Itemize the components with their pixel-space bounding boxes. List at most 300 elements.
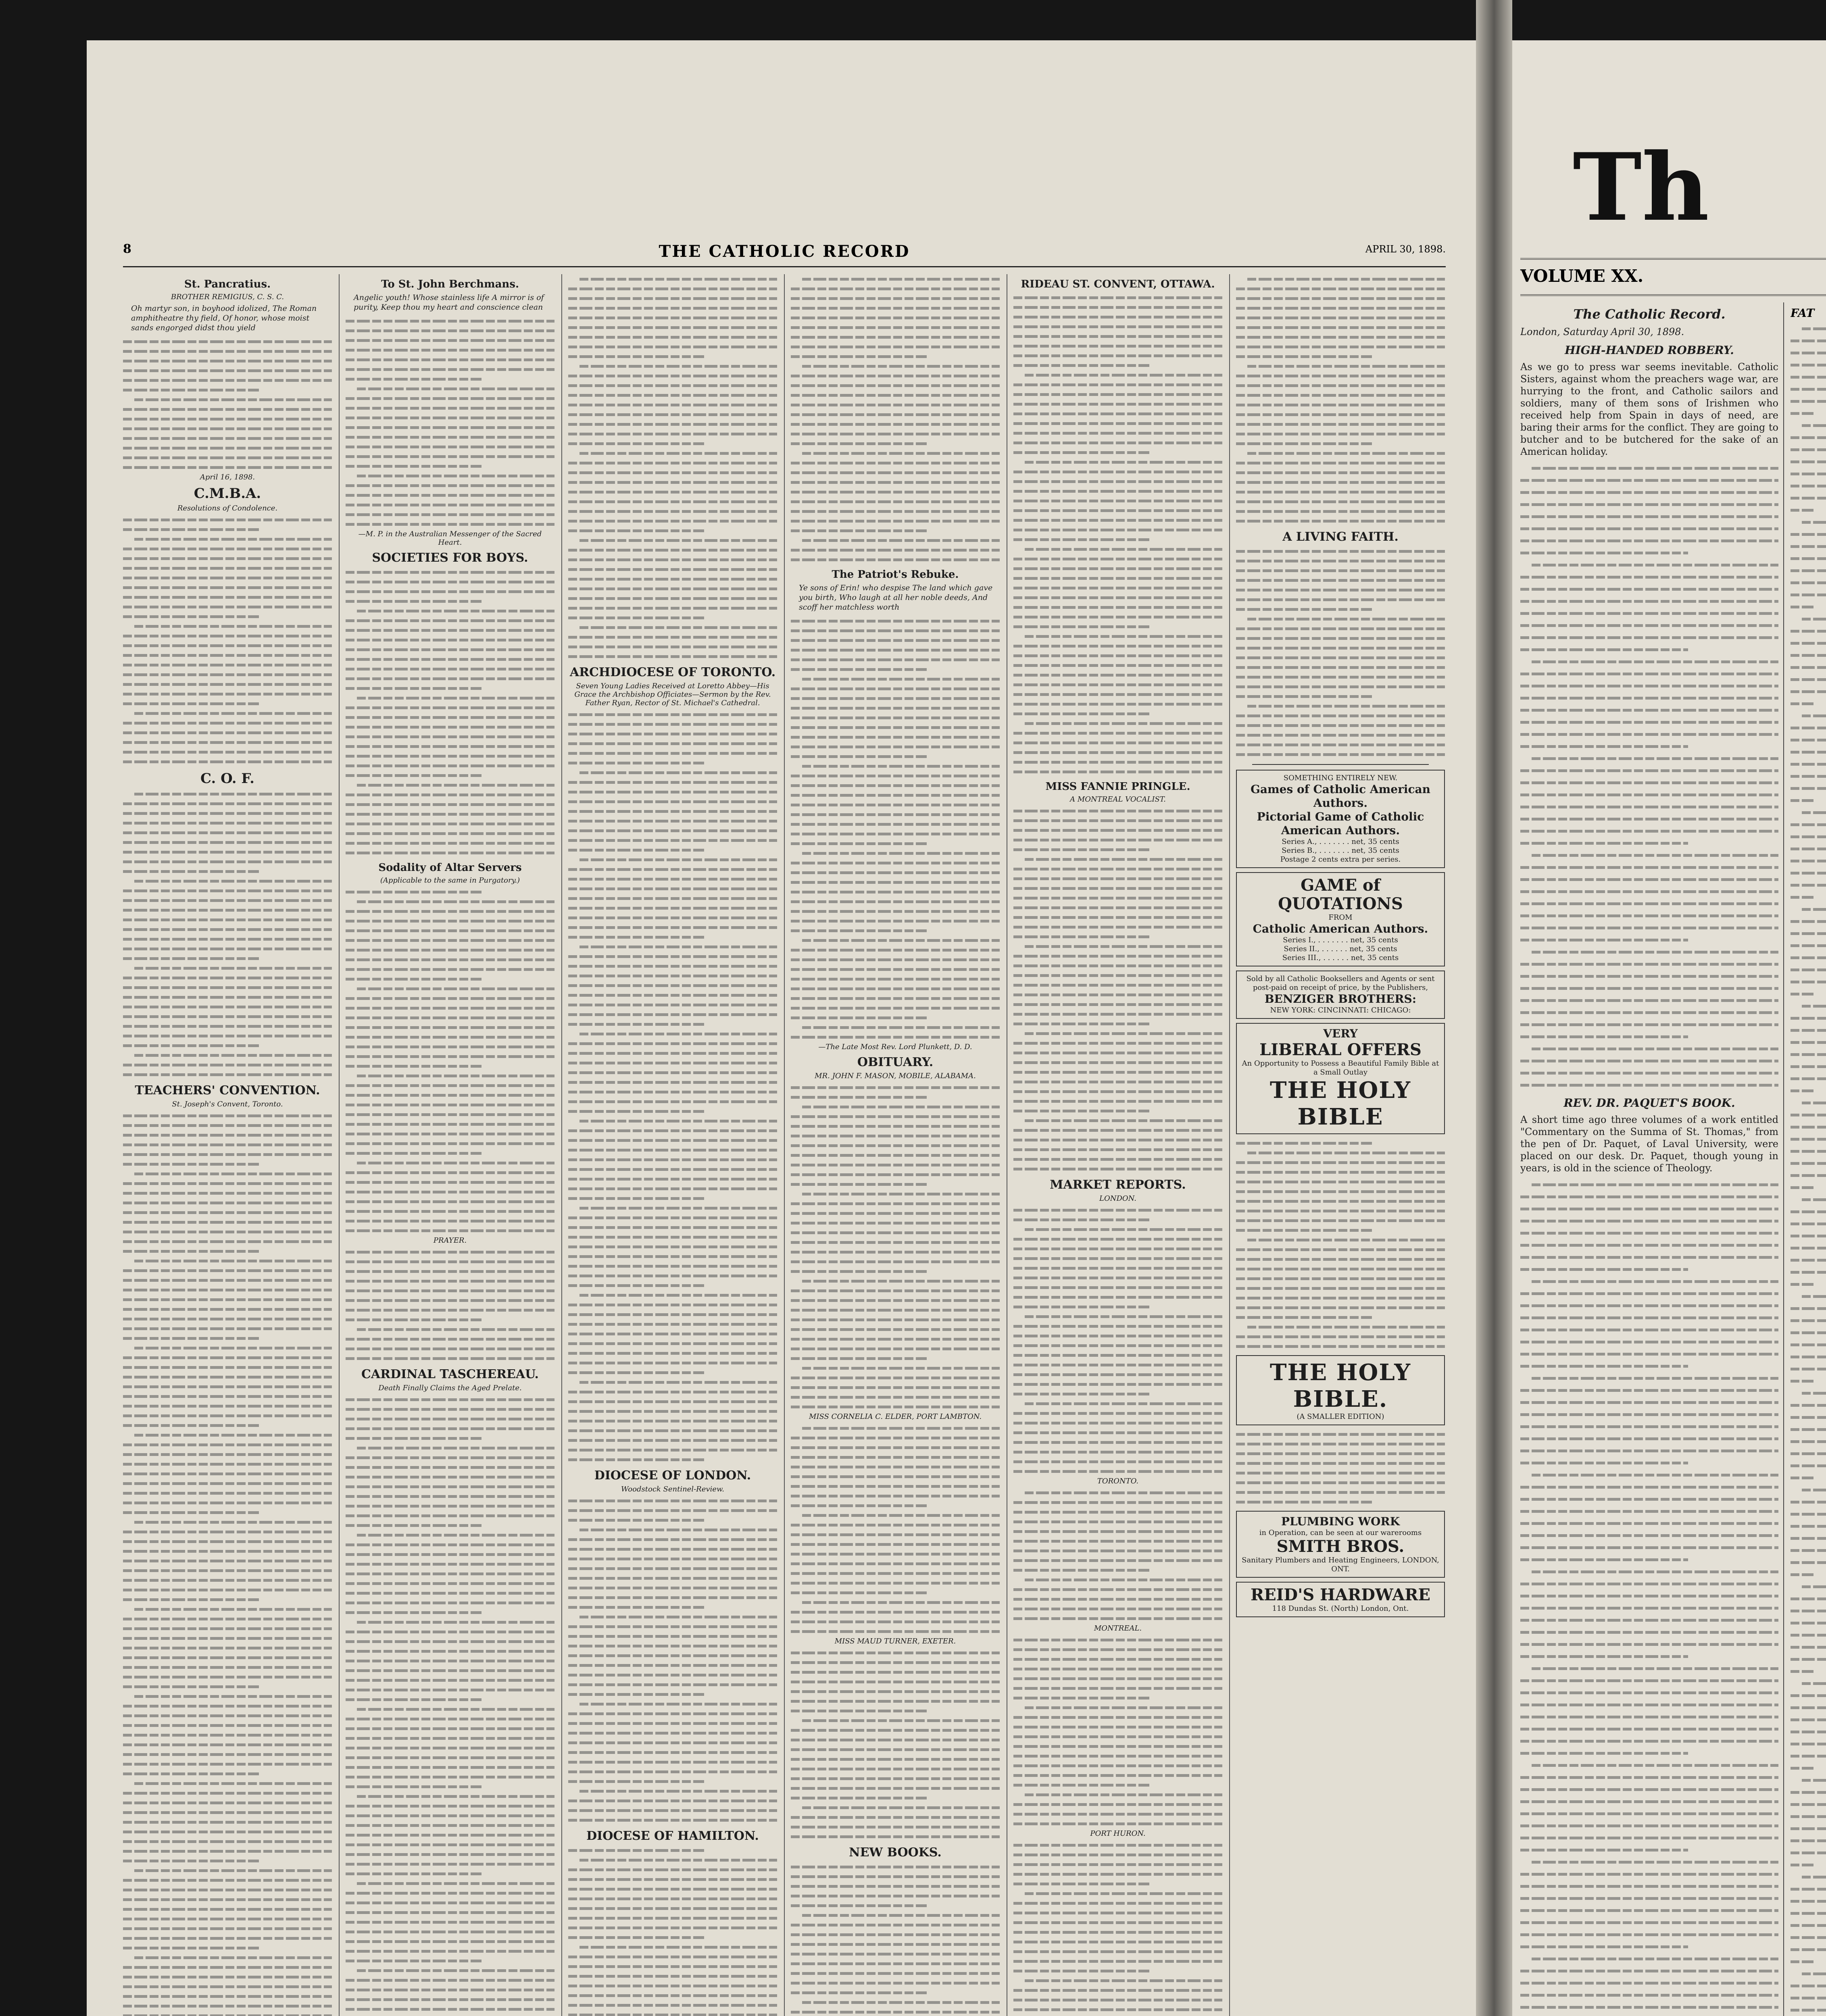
ad-text: SMITH BROS. xyxy=(1276,1537,1405,1556)
text-line xyxy=(123,1295,332,1304)
text-line xyxy=(568,1387,777,1397)
column-1 xyxy=(123,274,332,2016)
text-line xyxy=(1791,1920,1826,1933)
article-heading: CARDINAL TASCHEREAU. xyxy=(361,1367,539,1381)
text-line xyxy=(346,1453,554,1462)
text-line xyxy=(1791,1352,1826,1364)
text-line xyxy=(1791,1122,1826,1134)
text-line xyxy=(1791,941,1826,953)
text-line xyxy=(346,1598,554,1608)
text-line xyxy=(1013,1145,1222,1154)
text-line xyxy=(1236,1254,1445,1264)
text-line xyxy=(123,1266,332,1275)
text-line xyxy=(791,694,1000,703)
masthead-rule-top xyxy=(1520,258,1826,260)
text-line xyxy=(346,1266,554,1276)
ad-text: GAME of QUOTATIONS xyxy=(1278,876,1403,913)
text-line xyxy=(1013,719,1222,728)
text-line xyxy=(791,1745,1000,1754)
text-line xyxy=(1013,971,1222,980)
text-line xyxy=(1520,1543,1778,1555)
text-line xyxy=(791,1295,1000,1305)
text-line xyxy=(123,747,332,757)
text-line xyxy=(1791,1243,1826,1255)
text-line xyxy=(1236,1138,1445,1148)
text-line xyxy=(791,819,1000,829)
text-line xyxy=(346,1061,554,1071)
text-line xyxy=(346,926,554,935)
text-line xyxy=(123,1488,332,1498)
text-line xyxy=(791,1170,1000,1179)
text-line xyxy=(123,789,332,799)
text-line xyxy=(1236,284,1445,294)
text-line xyxy=(123,356,332,366)
text-line xyxy=(123,1372,332,1382)
text-line xyxy=(1791,1666,1826,1679)
text-line xyxy=(1013,486,1222,496)
text-line xyxy=(791,487,1000,497)
text-line xyxy=(1013,1225,1222,1234)
text-line xyxy=(1520,887,1778,899)
text-line xyxy=(123,708,332,718)
text-line xyxy=(1520,1567,1778,1579)
text-line xyxy=(1520,1748,1778,1760)
text-line xyxy=(1013,1790,1222,1799)
text-line xyxy=(568,952,777,961)
text-line xyxy=(1791,433,1826,445)
text-line xyxy=(1013,1712,1222,1722)
text-line xyxy=(346,1247,554,1257)
text-line xyxy=(346,800,554,809)
text-line xyxy=(1520,512,1778,524)
text-line xyxy=(791,497,1000,506)
text-line xyxy=(1520,681,1778,693)
text-line xyxy=(791,1559,1000,1568)
text-line xyxy=(346,519,554,529)
text-line xyxy=(791,1150,1000,1160)
text-line xyxy=(1520,790,1778,802)
text-line xyxy=(1013,1321,1222,1331)
text-line xyxy=(791,448,1000,458)
text-line xyxy=(791,858,1000,868)
text-line xyxy=(568,1865,777,1874)
text-line xyxy=(1520,1204,1778,1216)
text-line xyxy=(1013,922,1222,932)
text-line xyxy=(346,887,554,897)
text-line xyxy=(791,274,1000,284)
ad-text: THE HOLY BIBLE. xyxy=(1269,1359,1411,1412)
text-line xyxy=(1791,1364,1826,1376)
text-line xyxy=(791,1822,1000,1832)
text-line xyxy=(791,848,1000,858)
text-line xyxy=(1791,1872,1826,1884)
text-line xyxy=(1013,525,1222,535)
text-line xyxy=(1520,1068,1778,1080)
text-line xyxy=(1791,1195,1826,1207)
text-line xyxy=(1013,1019,1222,1029)
text-line xyxy=(568,400,777,410)
column-rule xyxy=(1229,274,1230,2016)
text-line xyxy=(1013,1488,1222,1497)
article-subheading: Resolutions of Condolence. xyxy=(177,504,278,512)
text-line xyxy=(1236,477,1445,487)
text-line xyxy=(1520,1772,1778,1785)
text-line xyxy=(123,1740,332,1749)
text-line xyxy=(568,1077,777,1087)
text-line xyxy=(791,1131,1000,1141)
text-line xyxy=(791,1549,1000,1559)
text-line xyxy=(1791,1473,1826,1485)
text-line xyxy=(1791,1521,1826,1533)
text-line xyxy=(1236,1449,1445,1458)
text-line xyxy=(568,1670,777,1680)
text-line xyxy=(568,1058,777,1068)
text-line xyxy=(1013,1898,1222,1908)
text-line xyxy=(568,1699,777,1709)
text-line xyxy=(568,1981,777,1991)
text-line xyxy=(791,1597,1000,1607)
text-line xyxy=(1013,1350,1222,1360)
text-line xyxy=(568,1747,777,1757)
text-line xyxy=(346,1187,554,1197)
text-line xyxy=(568,1631,777,1641)
text-line xyxy=(346,1704,554,1714)
text-line xyxy=(1791,2005,1826,2016)
text-line xyxy=(1236,750,1445,759)
text-line xyxy=(1791,699,1826,711)
text-line xyxy=(123,1895,332,1904)
text-line xyxy=(1791,1158,1826,1170)
text-line xyxy=(123,818,332,828)
text-line xyxy=(1520,875,1778,887)
text-line xyxy=(1013,1154,1222,1164)
text-line xyxy=(1791,1425,1826,1437)
text-line xyxy=(123,954,332,963)
text-line xyxy=(1520,1228,1778,1240)
text-line xyxy=(1791,1908,1826,1920)
text-line xyxy=(1013,932,1222,941)
text-line xyxy=(568,613,777,623)
text-line xyxy=(1791,421,1826,433)
text-line xyxy=(1013,1437,1222,1447)
text-line xyxy=(1013,709,1222,719)
text-line xyxy=(568,1242,777,1252)
masthead-title: THE CATHOLIC RECORD xyxy=(659,242,910,261)
poem-verse: Angelic youth! Whose stainless life A mirror is of purity, Keep thou my heart and conscience clean xyxy=(354,293,544,312)
text-line xyxy=(568,1174,777,1184)
text-line xyxy=(346,577,554,587)
text-line xyxy=(1236,1274,1445,1283)
text-line xyxy=(346,1148,554,1158)
text-line xyxy=(1236,730,1445,740)
text-line xyxy=(123,1140,332,1150)
text-line xyxy=(346,625,554,635)
text-line xyxy=(1236,672,1445,682)
text-line xyxy=(1013,1283,1222,1292)
text-line xyxy=(568,1193,777,1203)
text-line xyxy=(1791,771,1826,783)
text-line xyxy=(791,1383,1000,1392)
text-line xyxy=(791,1891,1000,1901)
text-line xyxy=(1520,778,1778,790)
text-line xyxy=(123,534,332,544)
text-line xyxy=(791,1920,1000,1930)
text-line xyxy=(568,1290,777,1300)
text-line xyxy=(791,1832,1000,1841)
text-line xyxy=(1013,1000,1222,1009)
article-subheading: —The Late Most Rev. Lord Plunkett, D. D. xyxy=(818,1043,972,1051)
text-line xyxy=(1791,384,1826,396)
text-line xyxy=(346,1714,554,1724)
text-line xyxy=(123,847,332,857)
text-line xyxy=(123,1653,332,1662)
text-line xyxy=(123,660,332,670)
ad-text: Series B., . . . . . . . net, 35 cents xyxy=(1282,846,1399,855)
advertisement xyxy=(1236,1511,1445,1578)
text-line xyxy=(791,771,1000,781)
text-line xyxy=(568,410,777,419)
text-line xyxy=(791,964,1000,974)
text-line xyxy=(1520,1385,1778,1397)
text-line xyxy=(568,2000,777,2010)
text-line xyxy=(1791,1485,1826,1497)
column-4 xyxy=(791,274,1000,2016)
text-line xyxy=(1013,535,1222,544)
text-line xyxy=(123,1382,332,1391)
column-2 xyxy=(346,274,554,2016)
text-line xyxy=(791,1812,1000,1822)
text-line xyxy=(1236,342,1445,352)
ad-text: Sold by all Catholic Booksellers and Agents or sent post-paid on receipt of price, by the Publishers, xyxy=(1246,975,1435,992)
text-line xyxy=(791,1872,1000,1881)
text-line xyxy=(346,326,554,335)
text-line xyxy=(346,1530,554,1540)
text-line xyxy=(346,654,554,664)
text-line xyxy=(1520,1020,1778,1032)
text-line xyxy=(123,1856,332,1866)
text-line xyxy=(1520,1313,1778,1325)
text-line xyxy=(791,800,1000,810)
text-line xyxy=(1013,1389,1222,1399)
ad-text: Series A., . . . . . . . net, 35 cents xyxy=(1282,837,1399,846)
text-line xyxy=(1013,757,1222,767)
text-line xyxy=(791,1121,1000,1131)
text-line xyxy=(346,1801,554,1811)
ad-text: Catholic American Authors. xyxy=(1253,922,1428,935)
text-line xyxy=(791,1988,1000,1997)
text-line xyxy=(791,1160,1000,1170)
text-line xyxy=(1791,1279,1826,1291)
text-line xyxy=(1236,1283,1445,1293)
text-line xyxy=(791,1462,1000,1472)
text-line xyxy=(123,1982,332,1991)
text-line xyxy=(1791,1207,1826,1219)
text-line xyxy=(1013,1770,1222,1780)
text-line xyxy=(346,829,554,838)
text-line xyxy=(568,332,777,342)
text-line xyxy=(1791,1860,1826,1872)
ad-text: 118 Dundas St. (North) London, Ont. xyxy=(1272,1604,1409,1613)
text-line xyxy=(568,545,777,555)
text-line xyxy=(568,1904,777,1913)
text-line xyxy=(123,699,332,708)
text-line xyxy=(123,1198,332,1208)
text-line xyxy=(568,381,777,390)
text-line xyxy=(1520,741,1778,754)
text-line xyxy=(791,1687,1000,1696)
text-line xyxy=(346,712,554,722)
text-line xyxy=(1013,874,1222,883)
text-line xyxy=(1236,1264,1445,1274)
text-line xyxy=(123,621,332,631)
text-line xyxy=(1013,622,1222,631)
article-heading: TEACHERS' CONVENTION. xyxy=(135,1083,320,1098)
text-line xyxy=(1791,1799,1826,1812)
text-line xyxy=(123,1711,332,1720)
text-line xyxy=(123,443,332,453)
text-line xyxy=(568,1815,777,1825)
text-line xyxy=(568,1573,777,1583)
text-line xyxy=(123,1362,332,1372)
text-line xyxy=(568,1426,777,1435)
text-line xyxy=(1013,1809,1222,1819)
text-line xyxy=(1520,959,1778,971)
text-line xyxy=(123,1411,332,1420)
text-line xyxy=(791,752,1000,761)
text-line xyxy=(791,1978,1000,1988)
text-line xyxy=(346,935,554,945)
text-line xyxy=(123,1788,332,1798)
text-line xyxy=(346,1472,554,1482)
text-line xyxy=(123,424,332,433)
text-line xyxy=(1520,1032,1778,1044)
text-line xyxy=(1236,439,1445,448)
text-line xyxy=(346,1762,554,1772)
text-line xyxy=(346,1627,554,1637)
text-line xyxy=(1520,802,1778,814)
text-line xyxy=(123,757,332,766)
text-line xyxy=(346,500,554,510)
text-line xyxy=(568,1564,777,1573)
text-line xyxy=(1013,864,1222,874)
text-line xyxy=(1013,1780,1222,1790)
text-line xyxy=(791,1997,1000,2007)
text-line xyxy=(791,616,1000,626)
text-line xyxy=(123,395,332,404)
text-line xyxy=(568,990,777,1000)
text-line xyxy=(1791,1340,1826,1352)
text-line xyxy=(1236,1303,1445,1312)
text-line xyxy=(568,1535,777,1544)
text-line xyxy=(123,602,332,612)
text-line xyxy=(123,1217,332,1227)
text-line xyxy=(1520,1325,1778,1337)
text-line xyxy=(791,1237,1000,1247)
text-line xyxy=(346,1276,554,1286)
text-line xyxy=(791,1764,1000,1774)
text-line xyxy=(1520,1785,1778,1797)
text-line xyxy=(1013,602,1222,612)
text-line xyxy=(1236,1187,1445,1196)
text-line xyxy=(791,1286,1000,1295)
text-line xyxy=(1013,1497,1222,1507)
text-line xyxy=(1013,1693,1222,1703)
text-line xyxy=(791,984,1000,993)
text-line xyxy=(1013,1536,1222,1546)
text-line xyxy=(568,1164,777,1174)
text-line xyxy=(791,1862,1000,1872)
text-line xyxy=(346,1295,554,1305)
text-line xyxy=(791,1083,1000,1092)
text-line xyxy=(346,1414,554,1424)
text-line xyxy=(568,352,777,361)
text-line xyxy=(791,1491,1000,1501)
text-line xyxy=(791,761,1000,771)
text-line xyxy=(1013,544,1222,554)
text-line xyxy=(1013,477,1222,486)
text-line xyxy=(346,1003,554,1013)
text-line xyxy=(1520,996,1778,1008)
text-line xyxy=(123,1391,332,1401)
text-line xyxy=(1791,626,1826,638)
text-line xyxy=(123,1508,332,1517)
text-line xyxy=(1236,1158,1445,1167)
text-line xyxy=(1236,653,1445,662)
text-line xyxy=(1236,1206,1445,1216)
text-line xyxy=(1520,838,1778,850)
text-line xyxy=(791,342,1000,352)
advertisement xyxy=(1236,971,1445,1019)
text-line xyxy=(346,1849,554,1859)
text-line xyxy=(123,934,332,944)
text-line xyxy=(1013,1466,1222,1476)
text-line xyxy=(568,390,777,400)
text-line xyxy=(1013,593,1222,602)
text-line xyxy=(791,1443,1000,1452)
text-line xyxy=(568,623,777,632)
text-line xyxy=(1791,614,1826,626)
text-line xyxy=(568,361,777,371)
text-line xyxy=(568,942,777,952)
article-heading: St. Pancratius. xyxy=(184,278,271,290)
text-line xyxy=(568,419,777,429)
text-line xyxy=(123,1875,332,1885)
text-line xyxy=(1236,1458,1445,1468)
clipped-column xyxy=(1791,302,1826,2016)
text-line xyxy=(1236,516,1445,526)
text-line xyxy=(1791,1787,1826,1799)
text-line xyxy=(346,645,554,654)
text-line xyxy=(346,1937,554,1946)
text-line xyxy=(1236,400,1445,410)
text-line xyxy=(346,1315,554,1325)
ad-text: Sanitary Plumbers and Heating Engineers, LONDON, ONT. xyxy=(1242,1556,1439,1573)
text-line xyxy=(123,1159,332,1169)
text-line xyxy=(791,1112,1000,1121)
text-line xyxy=(1791,1642,1826,1654)
editorial-title: HIGH-HANDED ROBBERY. xyxy=(1565,344,1734,357)
text-line xyxy=(568,1923,777,1933)
text-line xyxy=(346,461,554,471)
text-line xyxy=(1791,904,1826,916)
ad-text: VERY xyxy=(1323,1027,1358,1040)
text-line xyxy=(1013,360,1222,370)
text-line xyxy=(123,1643,332,1653)
text-line xyxy=(1520,1942,1778,1954)
text-line xyxy=(568,1155,777,1164)
text-line xyxy=(1520,1700,1778,1712)
text-line xyxy=(1791,408,1826,421)
